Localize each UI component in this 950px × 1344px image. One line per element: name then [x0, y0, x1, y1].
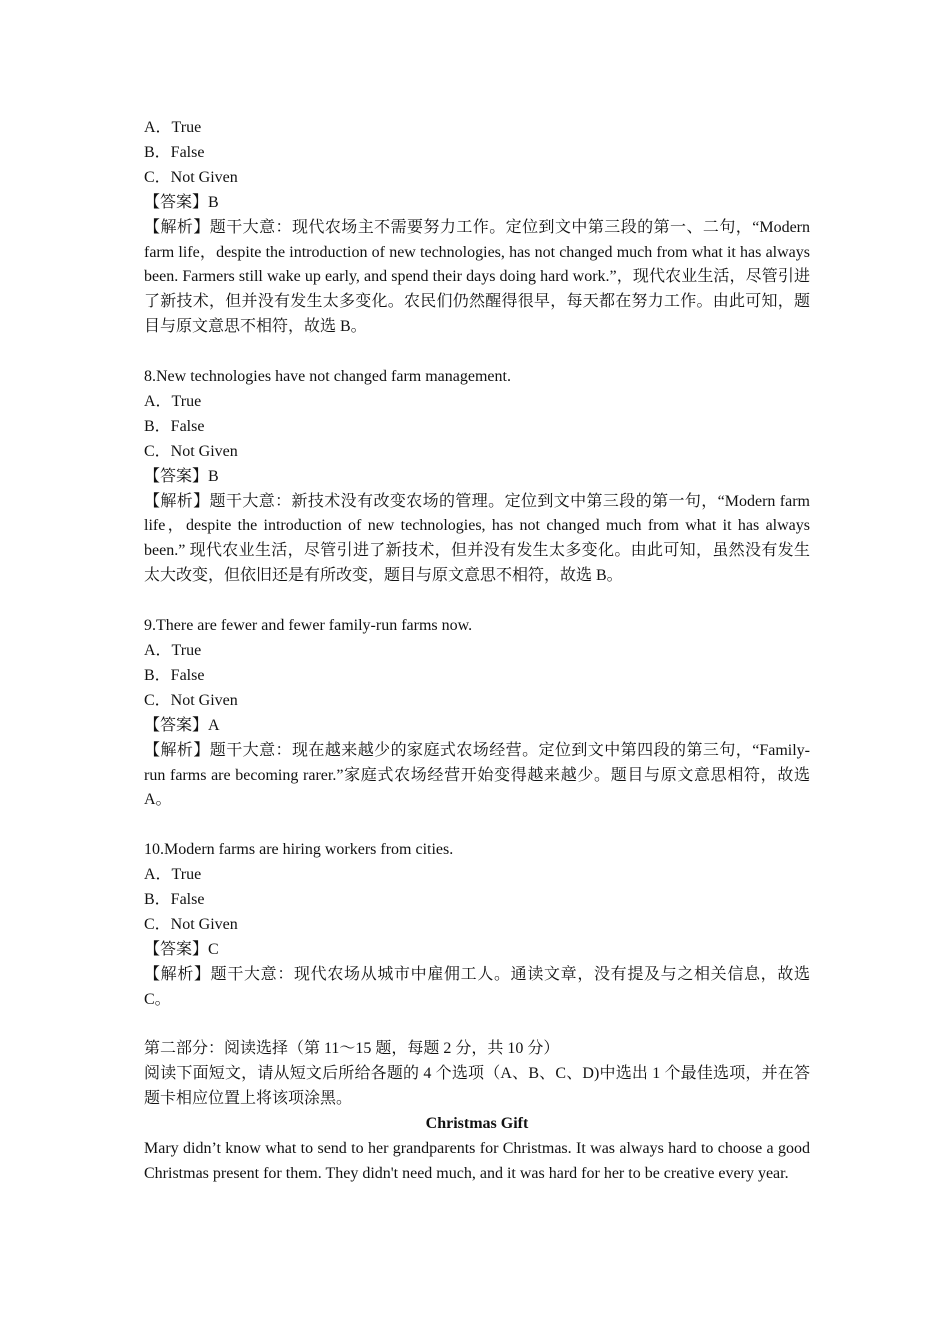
- q9-analysis: 【解析】题干大意：现在越来越少的家庭式农场经营。定位到文中第四段的第三句，“Family-run farms are becoming rarer.”家庭式农场经营开始变得越来越少。题目与原文意思相符，故选 A。: [144, 741, 810, 809]
- q10-option-a: A．True: [144, 866, 202, 884]
- q7-option-a: A．True: [144, 119, 202, 136]
- passage-text: Mary didn’t know what to send to her grandparents for Christmas. It was always hard to choose a good Christmas present for them. They didn't need much, and it was hard for her to be creative every year.: [144, 1140, 810, 1182]
- spacer: [144, 1013, 810, 1038]
- q8-analysis: 【解析】题干大意：新技术没有改变农场的管理。定位到文中第三段的第一句，“Modern farm life，despite the introduction of new technologies, has not changed much from what it has always been.” 现代农业生活，尽管引进了新技术，但并没有发生太多变化。由此可知，虽然没有发生太大改变，但依旧还是有所改变，题目与原文意思不相符，故选 B。: [144, 492, 810, 585]
- q8-question: 8.New technologies have not changed farm management.: [144, 368, 511, 386]
- spacer: [144, 340, 810, 365]
- q9-option-a: A．True: [144, 642, 202, 659]
- q7-option-c: C．Not Given: [144, 168, 238, 186]
- q7-analysis: 【解析】题干大意：现代农场主不需要努力工作。定位到文中第三段的第一、二句，“Modern farm life，despite the introduction of new technologies, has not changed much from what it has always been. Farmers still wake up early, and spend their days doing hard work.”，现代农业生活，尽管引进了新技术，但并没有发生太多变化。农民们仍然醒得很早，每天都在努力工作。由此可知，题目与原文意思不相符，故选 B。: [144, 218, 810, 336]
- q9-answer: 【答案】A: [144, 716, 220, 734]
- q9-option-c: C．Not Given: [144, 691, 238, 709]
- q10-question: 10.Modern farms are hiring workers from cities.: [144, 841, 454, 859]
- q7-answer: 【答案】B: [144, 193, 219, 211]
- part2-heading: 第二部分：阅读选择（第 11～15 题，每题 2 分，共 10 分）: [144, 1040, 560, 1058]
- part2-instructions: 阅读下面短文，请从短文后所给各题的 4 个选项（A、B、C、D)中选出 1 个最佳选项，并在答题卡相应位置上将该项涂黑。: [144, 1065, 810, 1108]
- q9-option-b: B．False: [144, 666, 205, 684]
- q10-option-c: C．Not Given: [144, 915, 238, 933]
- q8-answer: 【答案】B: [144, 467, 219, 485]
- spacer: [144, 813, 810, 838]
- q8-option-c: C．Not Given: [144, 442, 238, 460]
- q10-option-b: B．False: [144, 891, 205, 909]
- q8-option-a: A．True: [144, 392, 202, 410]
- q8-option-b: B．False: [144, 417, 205, 435]
- document-page: [144, 116, 810, 1187]
- q7-option-b: B．False: [144, 143, 205, 161]
- passage-title: Christmas Gift: [425, 1115, 529, 1133]
- q10-answer: 【答案】C: [144, 940, 219, 958]
- q9-question: 9.There are fewer and fewer family-run farms now.: [144, 617, 473, 635]
- q10-analysis: 【解析】题干大意：现代农场从城市中雇佣工人。通读文章，没有提及与之相关信息，故选 C。: [144, 965, 810, 1008]
- spacer: [144, 589, 810, 614]
